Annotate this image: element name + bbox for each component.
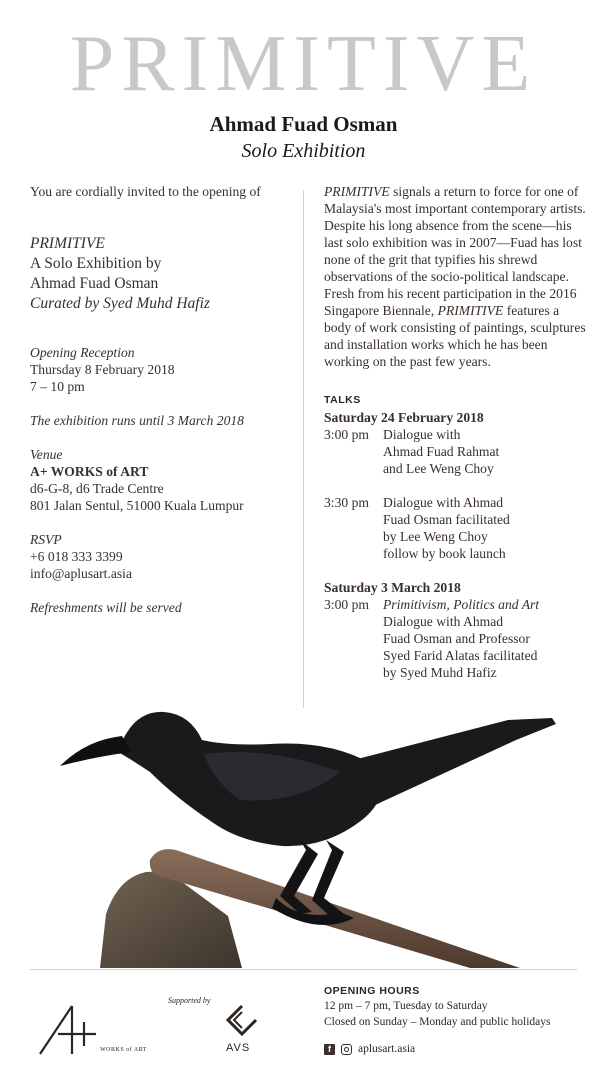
opening-hours-line-1: 12 pm – 7 pm, Tuesday to Saturday bbox=[324, 1000, 488, 1012]
description-lead: PRIMITIVE bbox=[324, 184, 390, 199]
crow-beak bbox=[60, 736, 132, 766]
gallery-logo-subtitle: WORKS of ART bbox=[100, 1047, 147, 1053]
rsvp-label: RSVP bbox=[30, 532, 62, 547]
talk-session-3-time: 3:00 pm bbox=[324, 597, 369, 612]
reception-date: Thursday 8 February 2018 bbox=[30, 362, 175, 377]
facebook-icon[interactable]: f bbox=[324, 1044, 335, 1055]
reception-label: Opening Reception bbox=[30, 345, 135, 360]
reception-time: 7 – 10 pm bbox=[30, 379, 85, 394]
talk-day-1-date: Saturday 24 February 2018 bbox=[324, 410, 484, 425]
description-part-1: signals a return to force for one of Malaysia's most important contemporary artists. Despite his long absence from the scene—his last solo exhibition was in 2007—Fuad has lost none of the grit that typifies his shrewd observations of the socio-political landscape. Fresh from his recent participation in the 2016 Singapore Biennale, bbox=[324, 184, 586, 318]
footer-divider bbox=[30, 969, 577, 970]
venue-name: A+ WORKS of ART bbox=[30, 464, 149, 479]
opening-hours-line-2: Closed on Sunday – Monday and public holidays bbox=[324, 1016, 551, 1028]
talk-session-3-title: Primitivism, Politics and Art bbox=[383, 597, 540, 612]
opening-hours bbox=[324, 998, 550, 1030]
talk-session-2 bbox=[324, 494, 586, 562]
talk-session-3-line: Dialogue with Ahmad bbox=[383, 614, 504, 629]
talk-session-3-line: Fuad Osman and Professor bbox=[383, 631, 530, 646]
talk-session-1-line: Ahmad Fuad Rahmat bbox=[383, 444, 500, 459]
talk-session-2-line: by Lee Weng Choy bbox=[383, 529, 488, 544]
curator-credit: Curated by Syed Muhd Hafiz bbox=[30, 295, 210, 312]
talk-session-1-line: Dialogue with bbox=[383, 427, 461, 442]
opening-hours-label: OPENING HOURS bbox=[324, 985, 420, 997]
exhibition-runs-until: The exhibition runs until 3 March 2018 bbox=[30, 413, 244, 428]
talk-session-1-time: 3:00 pm bbox=[324, 427, 369, 442]
reception-block bbox=[30, 344, 292, 395]
venue-label: Venue bbox=[30, 447, 63, 462]
venue-address-1: d6-G-8, d6 Trade Centre bbox=[30, 481, 164, 496]
column-divider bbox=[303, 190, 304, 708]
description-mid: PRIMITIVE bbox=[437, 303, 504, 318]
exhibition-description bbox=[324, 183, 586, 370]
artist-name: Ahmad Fuad Osman bbox=[209, 112, 398, 136]
rsvp-email[interactable]: info@aplusart.asia bbox=[30, 566, 132, 581]
rsvp-block bbox=[30, 531, 292, 582]
supported-by-label: Supported by bbox=[168, 996, 211, 1005]
exhibition-subtitle: Solo Exhibition bbox=[241, 140, 366, 162]
rsvp-phone[interactable]: +6 018 333 3399 bbox=[30, 549, 123, 564]
talk-session-3-line: Syed Farid Alatas facilitated bbox=[383, 648, 538, 663]
instagram-icon[interactable] bbox=[341, 1044, 352, 1055]
avs-logo-text: AVS bbox=[226, 1042, 251, 1054]
talk-session-2-line: Fuad Osman facilitated bbox=[383, 512, 510, 527]
talks-label: TALKS bbox=[324, 394, 361, 406]
talk-session-1-line: and Lee Weng Choy bbox=[383, 461, 494, 476]
venue-address-2: 801 Jalan Sentul, 51000 Kuala Lumpur bbox=[30, 498, 244, 513]
exhibition-title: PRIMITIVE bbox=[69, 20, 538, 108]
talk-session-1 bbox=[324, 426, 586, 477]
talk-session-2-line: follow by book launch bbox=[383, 546, 506, 561]
show-line-1: A Solo Exhibition by bbox=[30, 255, 162, 272]
show-line-2: Ahmad Fuad Osman bbox=[30, 275, 159, 292]
talk-day-2-date: Saturday 3 March 2018 bbox=[324, 580, 461, 595]
talk-session-3 bbox=[324, 596, 586, 681]
talk-session-2-time: 3:30 pm bbox=[324, 495, 369, 510]
show-block bbox=[30, 234, 292, 314]
crow-artwork bbox=[0, 700, 607, 972]
show-title: PRIMITIVE bbox=[30, 235, 105, 252]
invitation-column bbox=[30, 183, 292, 616]
description-column bbox=[324, 183, 586, 681]
refreshments-note: Refreshments will be served bbox=[30, 600, 182, 615]
venue-block bbox=[30, 446, 292, 514]
talk-session-2-line: Dialogue with Ahmad bbox=[383, 495, 504, 510]
gallery-logo[interactable] bbox=[38, 1000, 108, 1056]
social-links bbox=[324, 1043, 415, 1055]
avs-logo-mark[interactable] bbox=[222, 1004, 262, 1042]
website-link[interactable]: aplusart.asia bbox=[358, 1043, 416, 1055]
talk-session-3-line: by Syed Muhd Hafiz bbox=[383, 665, 497, 680]
description-part-2: features a body of work consisting of paintings, sculptures and installation works which he has been working on the past few years. bbox=[324, 303, 586, 369]
invitation-intro: You are cordially invited to the opening of bbox=[30, 184, 261, 199]
